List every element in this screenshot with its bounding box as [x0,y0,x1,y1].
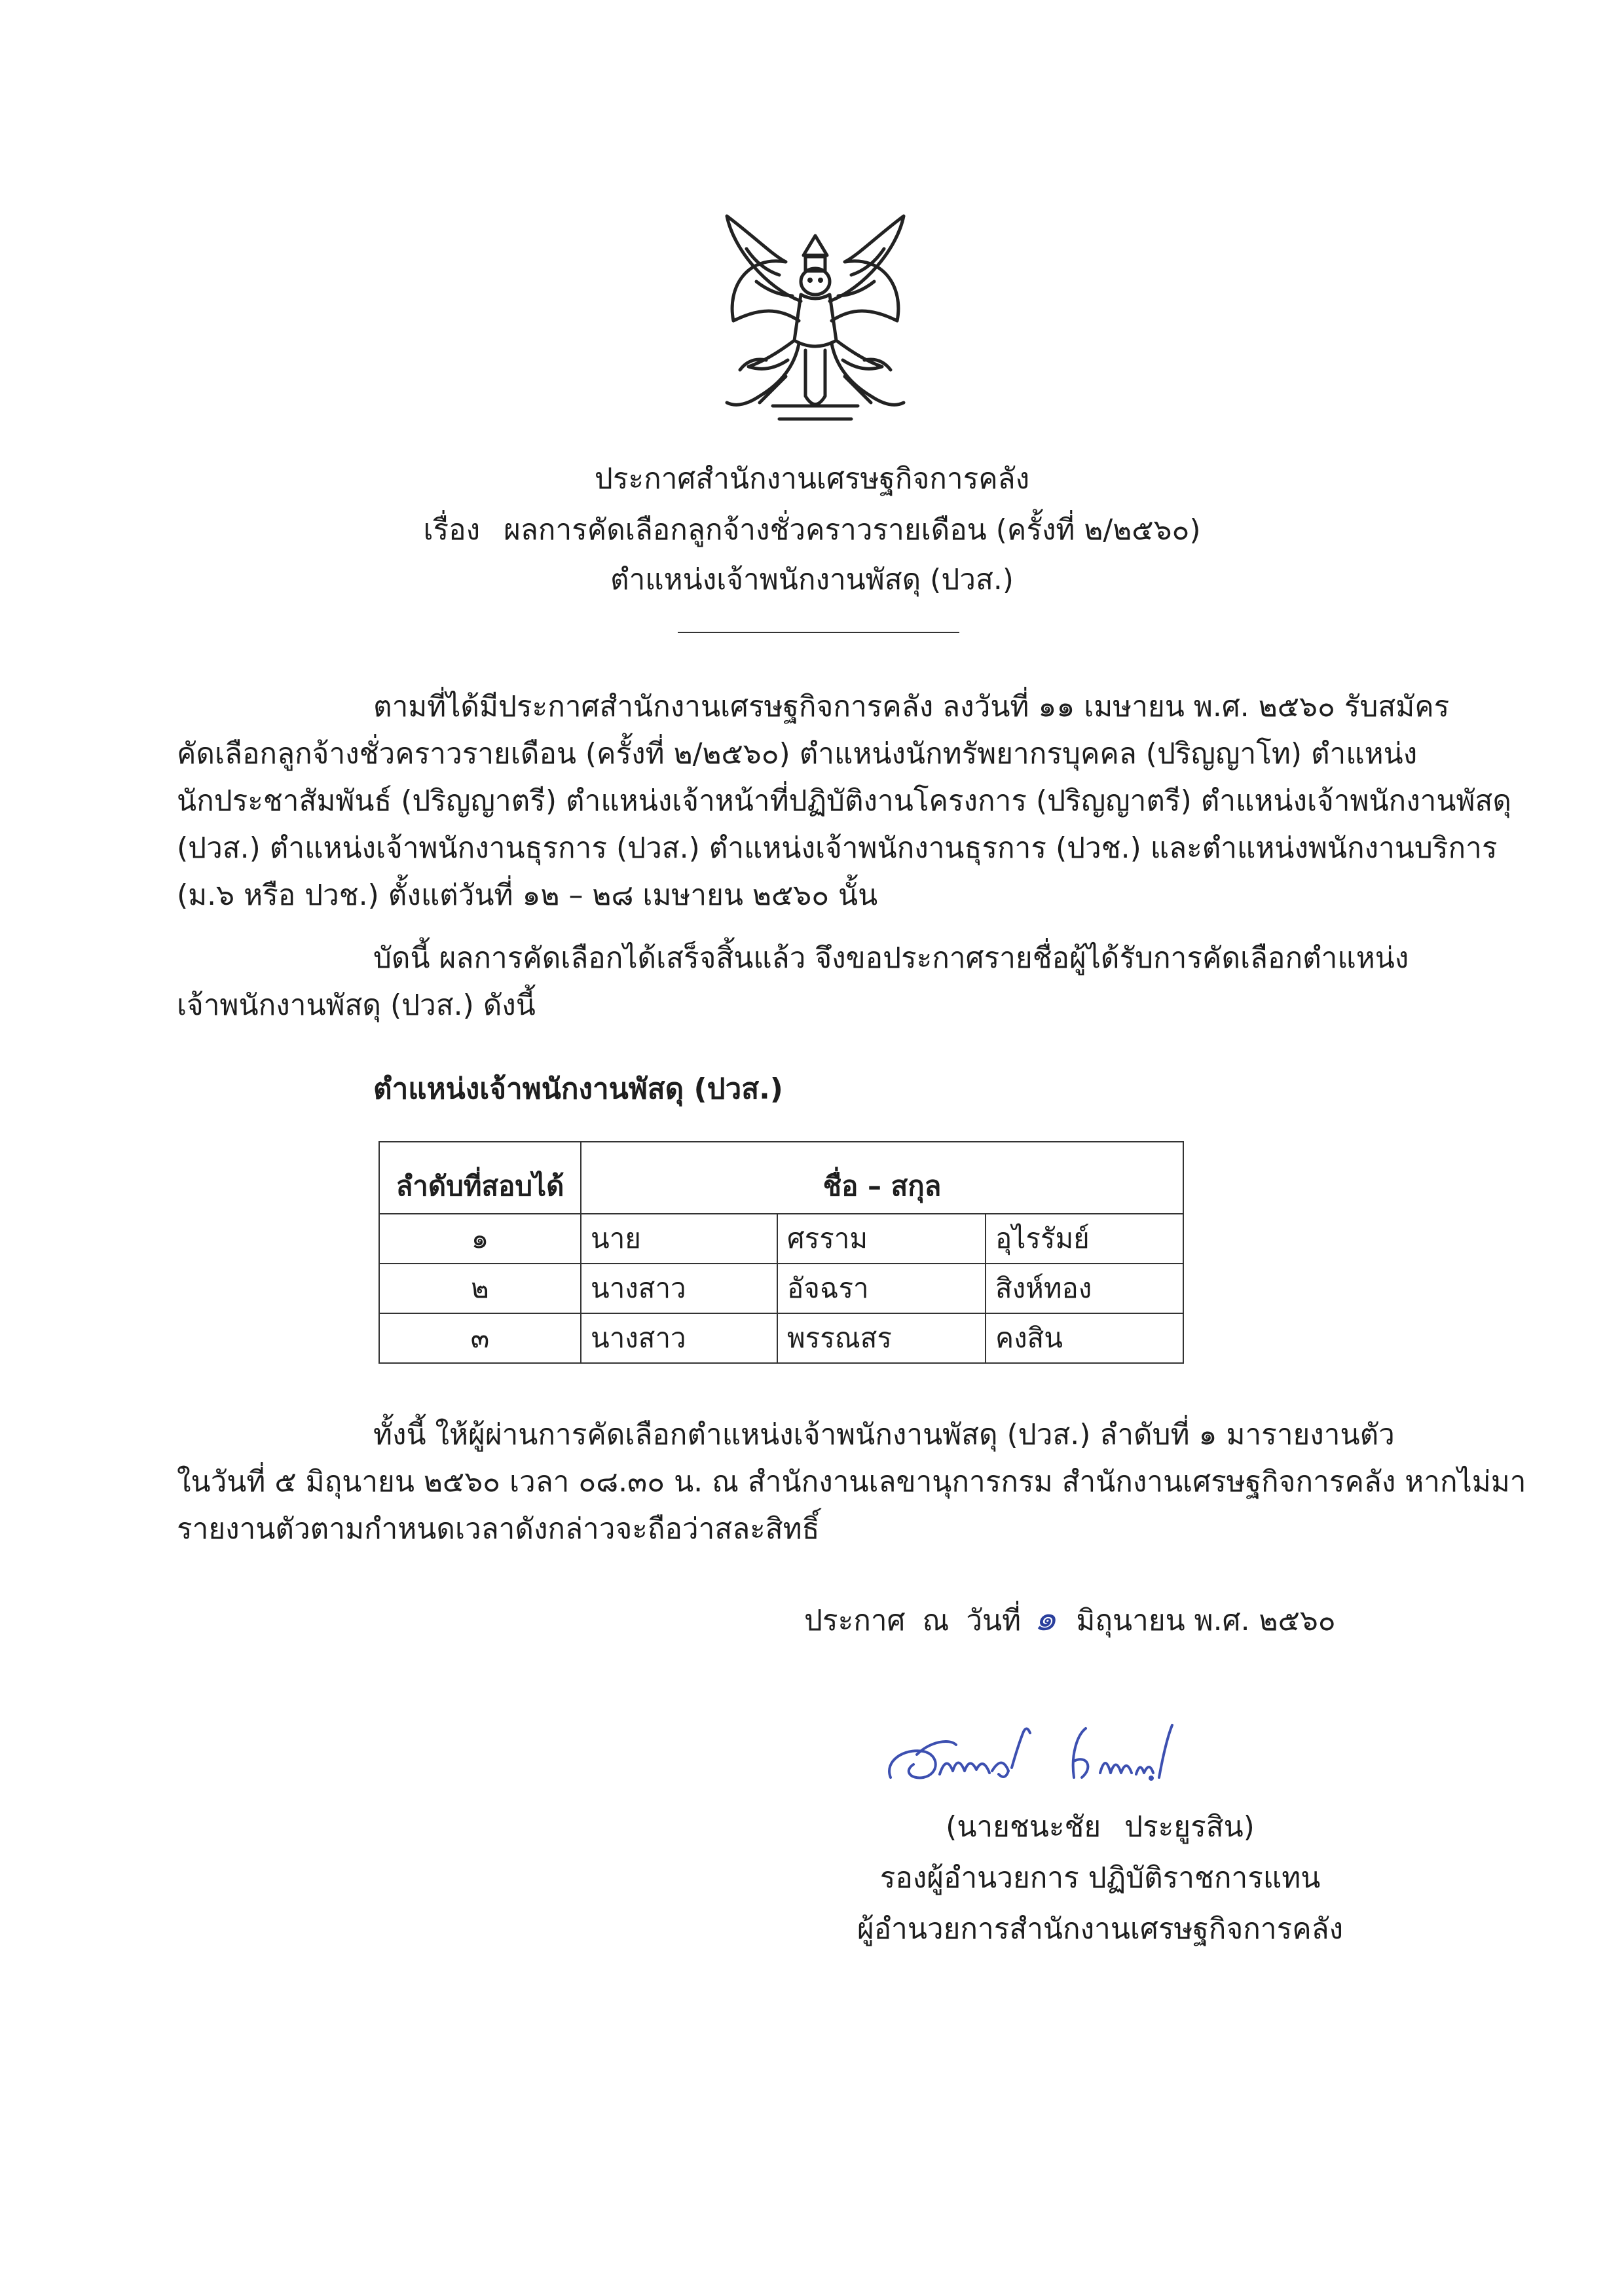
paragraph-line: นักประชาสัมพันธ์ (ปริญญาตรี) ตำแหน่งเจ้าหน้าที่ปฏิบัติงานโครงการ (ปริญญาตรี) ตำแหน่งเจ้าพนักงานพัสดุ [177,784,1511,818]
handwritten-signature-icon [877,1715,1244,1800]
subject-text: ผลการคัดเลือกลูกจ้างชั่วคราวรายเดือน (ครั้งที่ ๒/๒๕๖๐) [504,513,1201,547]
paragraph-line: คัดเลือกลูกจ้างชั่วคราวรายเดือน (ครั้งที่ ๒/๒๕๖๐) ตำแหน่งนักทรัพยากรบุคคล (ปริญญาโท) ตำแหน่ง [177,737,1418,771]
title-cell: นางสาว [581,1264,777,1313]
paragraph-line: ในวันที่ ๕ มิถุนายน ๒๕๖๐ เวลา ๐๘.๓๐ น. ณ สำนักงานเลขานุการกรม สำนักงานเศรษฐกิจการคลัง หากไม่มา [177,1465,1526,1499]
rank-header: ลำดับที่สอบได้ [379,1142,581,1214]
rank-cell: ๒ [379,1264,581,1313]
last-name-cell: สิงห์ทอง [986,1264,1183,1313]
paragraph-line: บัดนี้ ผลการคัดเลือกได้เสร็จสิ้นแล้ว จึงขอประกาศรายชื่อผู้ได้รับการคัดเลือกตำแหน่ง [373,941,1409,975]
results-table [378,1141,1184,1364]
paragraph-line: รายงานตัวตามกำหนดเวลาดังกล่าวจะถือว่าสละสิทธิ์ [177,1512,820,1546]
header-divider [678,632,959,633]
signer-last-name: ประยูรสิน) [1124,1810,1255,1844]
table-row [379,1214,1183,1264]
date-day-handwritten: ๑ [1034,1597,1057,1639]
announcement-subject [0,511,1624,550]
garuda-emblem-icon [707,210,923,432]
paragraph-line: (ม.๖ หรือ ปวช.) ตั้งแต่วันที่ ๑๒ – ๒๘ เมษายน ๒๕๖๐ นั้น [177,879,878,912]
name-header: ชื่อ – สกุล [581,1142,1183,1214]
table-row [379,1313,1183,1363]
rank-cell: ๑ [379,1214,581,1264]
announcement-title: ประกาศสำนักงานเศรษฐกิจการคลัง [594,462,1030,496]
rank-cell: ๓ [379,1313,581,1363]
last-name-cell: คงสิน [986,1313,1183,1363]
date-at: ณ [922,1604,950,1637]
signer-name [825,1802,1375,1853]
paragraph-line: ตามที่ได้มีประกาศสำนักงานเศรษฐกิจการคลัง ลงวันที่ ๑๑ เมษายน พ.ศ. ๒๕๖๐ รับสมัคร [373,690,1450,723]
date-label: วันที่ [966,1604,1022,1637]
announcement-date [804,1599,1336,1641]
first-name-cell: อัจฉรา [777,1264,986,1313]
paragraph-3 [177,1412,1526,1553]
last-name-cell: อุไรรัมย์ [986,1214,1183,1264]
first-name-cell: พรรณสร [777,1313,986,1363]
date-month-year: มิถุนายน พ.ศ. ๒๕๖๐ [1076,1604,1336,1637]
paragraph-2 [177,935,1409,1029]
table-row [379,1264,1183,1313]
paragraph-line: (ปวส.) ตำแหน่งเจ้าพนักงานธุรการ (ปวส.) ตำแหน่งเจ้าพนักงานธุรการ (ปวช.) และตำแหน่งพนักงานบริการ [177,831,1498,865]
first-name-cell: ศรราม [777,1214,986,1264]
signature-block [825,1802,1375,1955]
paragraph-line: ทั้งนี้ ให้ผู้ผ่านการคัดเลือกตำแหน่งเจ้าพนักงานพัสดุ (ปวส.) ลำดับที่ ๑ มารายงานตัว [373,1418,1395,1451]
title-cell: นาย [581,1214,777,1264]
section-title: ตำแหน่งเจ้าพนักงานพัสดุ (ปวส.) [373,1072,783,1106]
signer-first-name: (นายชนะชัย [946,1810,1101,1844]
announcement-position: ตำแหน่งเจ้าพนักงานพัสดุ (ปวส.) [610,563,1014,596]
subject-label: เรื่อง [423,513,481,547]
date-prefix: ประกาศ [804,1604,906,1637]
paragraph-line: เจ้าพนักงานพัสดุ (ปวส.) ดังนี้ [177,989,536,1022]
title-cell: นางสาว [581,1313,777,1363]
signer-title-2: ผู้อำนวยการสำนักงานเศรษฐกิจการคลัง [857,1912,1344,1946]
signer-title-1: รองผู้อำนวยการ ปฏิบัติราชการแทน [879,1861,1321,1895]
table-header-row [379,1142,1183,1214]
paragraph-1 [177,683,1511,919]
